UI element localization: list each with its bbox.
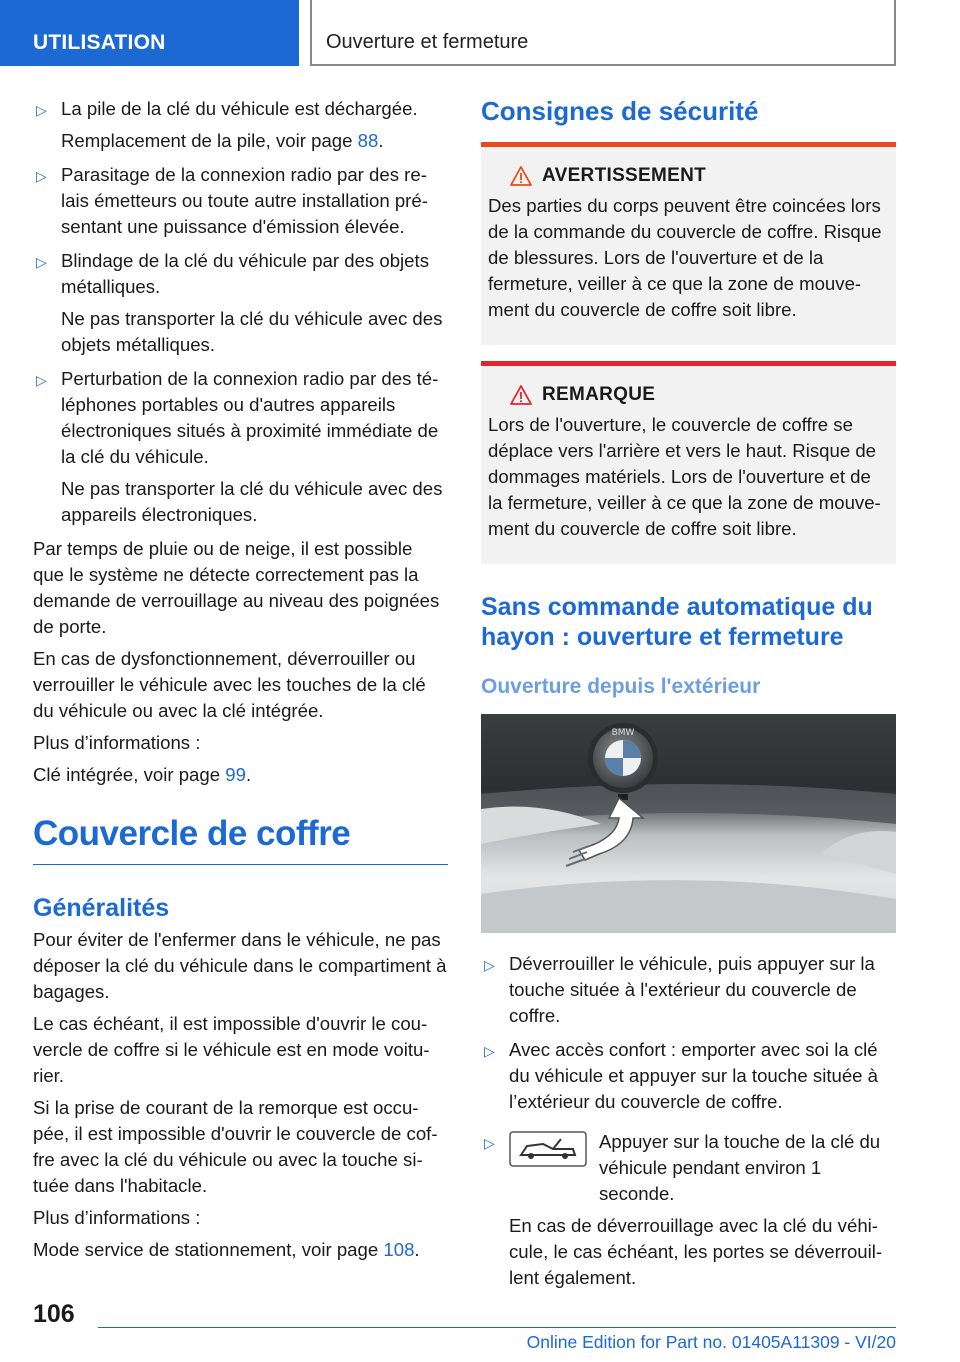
paragraph-malfunction: En cas de dysfonctionnement, déverrouiller ou verrouiller le véhicule avec les touches de la clé du véhicule ou avec la clé intégrée. [33,648,426,721]
page-header [0,0,960,66]
note-box [481,361,896,564]
list-item [33,248,448,358]
list-item [481,1129,896,1291]
header-chapter-label[interactable]: Ouverture et fermeture [310,0,896,66]
bullet-triangle-icon: ▷ [36,372,47,388]
more-info-label: Plus d’informations : [33,1207,201,1228]
list-item-text: Avec accès confort : emporter avec soi la clé du véhicule et appuyer sur la touche située à l’extérieur du couvercle de coffre. [509,1039,879,1112]
list-item-text: Parasitage de la connexion radio par des re-lais émetteurs ou toute autre installation pré-sentant une puissance d'émission élevée. [61,164,428,237]
list-item-text: Déverrouiller le véhicule, puis appuyer sur la touche située à l'extérieur du couvercle de coffre. [509,953,875,1026]
bullet-triangle-icon: ▷ [36,102,47,118]
more-info-label: Plus d’informations : [33,732,201,753]
paragraph-general-2: Le cas échéant, il est impossible d'ouvrir le cou-vercle de coffre si le véhicule est en mode voitu-rier. [33,1013,430,1086]
paragraph-general-3: Si la prise de courant de la remorque est occu-pée, il est impossible d'ouvrir le couvercle de cof-fre avec la clé du véhicule ou avec la touche si-tuée dans l'habitacle. [33,1097,438,1196]
bmw-logo-text: BMW [611,728,635,738]
warning-title: AVERTISSEMENT [542,165,707,186]
paragraph-general-1: Pour éviter de l'enfermer dans le véhicule, ne pas déposer la clé du véhicule dans le compartiment à bagages. [33,929,447,1002]
list-item [33,162,448,240]
section-title: Sans commande automatique du hayon : ouverture et fermeture [481,593,873,651]
warning-box [481,142,896,345]
subsection-title: Ouverture depuis l'extérieur [481,675,761,698]
list-item [481,951,896,1029]
page-link[interactable]: 88 [357,130,379,151]
page-link[interactable]: 108 [383,1239,415,1260]
right-column [481,96,896,1299]
warning-triangle-icon [510,166,532,186]
bullet-triangle-icon: ▷ [484,1135,495,1151]
list-item-subtext: Remplacement de la pile, voir page 88. [61,130,384,151]
bullet-triangle-icon: ▷ [484,1043,495,1059]
bullet-triangle-icon: ▷ [484,957,495,973]
list-item-subtext: Ne pas transporter la clé du véhicule avec des appareils électroniques. [61,478,443,525]
note-title: REMARQUE [542,384,656,405]
safety-title: Consignes de sécurité [481,96,759,126]
trunk-key-button-icon [509,1131,587,1167]
warning-body: Des parties du corps peuvent être coincées lors de la commande du couvercle de coffre. Risque de blessures. Lors de l'ouverture et de la fermeture, veiller à ce que la zone de mouve-ment du couvercle de coffre soit libre. [488,195,882,320]
list-item [33,96,448,154]
header-section-label[interactable]: UTILISATION [0,0,299,66]
list-item [481,1037,896,1115]
list-item-text: Blindage de la clé du véhicule par des objets métalliques. [61,250,429,297]
section-title: Généralités [33,894,170,922]
list-item-text: Appuyer sur la touche de la clé du véhicule pendant environ 1 seconde. [599,1131,881,1204]
trunk-button-photo [481,714,896,933]
paragraph-rain: Par temps de pluie ou de neige, il est possible que le système ne détecte correctement pas la demande de verrouillage au niveau des poignées de porte. [33,538,440,637]
list-item-subtext: Ne pas transporter la clé du véhicule avec des objets métalliques. [61,308,443,355]
warning-triangle-icon [510,385,532,405]
chapter-title: Couvercle de coffre [33,814,448,865]
footer-divider [98,1327,896,1328]
footer-edition: Online Edition for Part no. 01405A11309 - VI/20 [526,1332,896,1352]
bullet-triangle-icon: ▷ [36,168,47,184]
list-item [33,366,448,528]
page-number: 106 [33,1300,75,1328]
list-item-subtext: En cas de déverrouillage avec la clé du véhi-cule, le cas échéant, les portes se déverrouil-lent également. [509,1215,883,1288]
bullet-triangle-icon: ▷ [36,254,47,270]
note-body: Lors de l'ouverture, le couvercle de coffre se déplace vers l'arrière et vers le haut. Risque de dommages matériels. Lors de l'ouverture et de la fermeture, veiller à ce que la zone de mouve-ment du couvercle de coffre soit libre. [488,414,881,539]
left-column [33,96,448,1269]
cross-reference: Mode service de stationnement, voir page 108. [33,1239,420,1260]
page-link[interactable]: 99 [225,764,246,785]
list-item-text: La pile de la clé du véhicule est déchargée. [61,98,418,119]
list-item-text: Perturbation de la connexion radio par des té-léphones portables ou d'autres appareils électroniques situés à proximité immédiate de la clé du véhicule. [61,368,439,467]
cross-reference: Clé intégrée, voir page 99. [33,764,252,785]
